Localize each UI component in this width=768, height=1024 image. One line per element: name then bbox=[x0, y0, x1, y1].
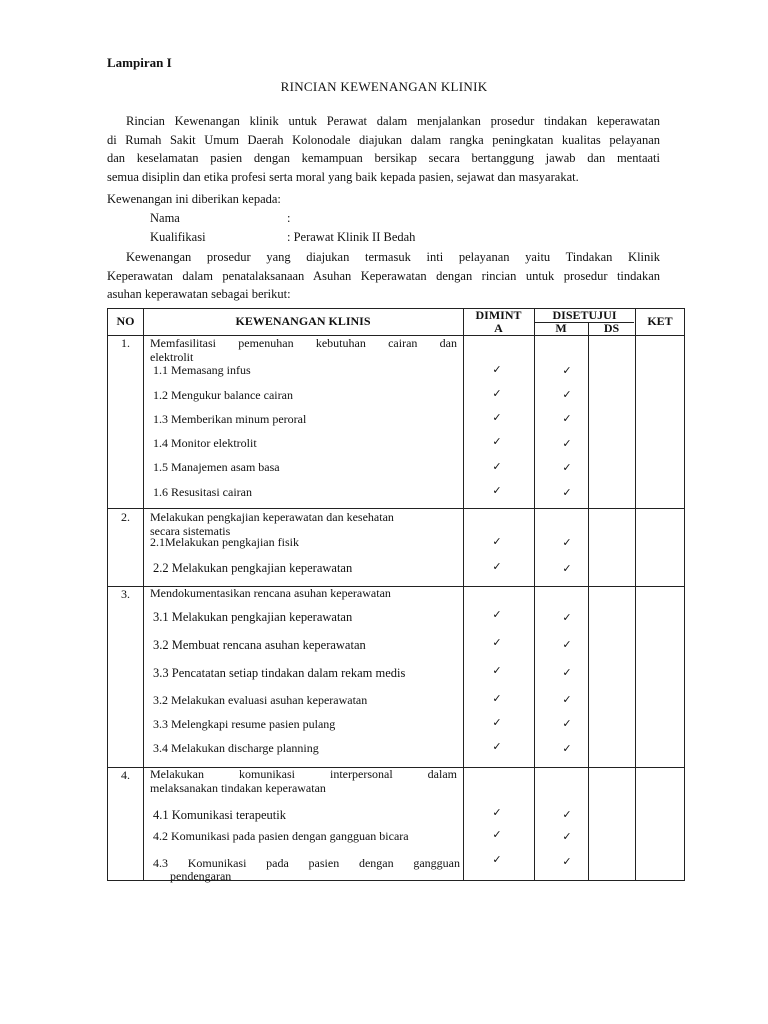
list-item: 3.2 Membuat rencana asuhan keperawatan bbox=[153, 638, 366, 652]
intro-line: di Rumah Sakit Umum Daerah Kolonodale diajukan dalam rangka peningkatan kualitas pelayanan bbox=[107, 132, 660, 147]
check-icon: ✓ bbox=[562, 365, 572, 377]
list-item: 1.5 Manajemen asam basa bbox=[153, 460, 280, 474]
section-number: 1. bbox=[121, 336, 130, 350]
check-icon: ✓ bbox=[492, 854, 502, 866]
check-icon: ✓ bbox=[562, 537, 572, 549]
col-divider bbox=[635, 309, 636, 880]
col-divider bbox=[463, 309, 464, 880]
kewenangan-table bbox=[107, 308, 685, 881]
header-kewenangan: KEWENANGAN KLINIS bbox=[235, 314, 371, 328]
section-title-line: elektrolit bbox=[150, 349, 194, 364]
list-item: 3.3 Melengkapi resume pasien pulang bbox=[153, 717, 336, 731]
check-icon: ✓ bbox=[562, 639, 572, 651]
check-icon: ✓ bbox=[562, 612, 572, 624]
intro-line: semua disiplin dan etika profesi serta moral yang baik kepada pasien, sejawat dan masyarakat. bbox=[107, 169, 579, 184]
check-icon: ✓ bbox=[562, 438, 572, 450]
section-number: 4. bbox=[121, 768, 130, 782]
list-item: 3.2 Melakukan evaluasi asuhan keperawatan bbox=[153, 693, 368, 707]
given-to-text: Kewenangan ini diberikan kepada: bbox=[107, 192, 281, 206]
section-title-line: melaksanakan tindakan keperawatan bbox=[150, 780, 326, 795]
check-icon: ✓ bbox=[562, 389, 572, 401]
check-icon: ✓ bbox=[492, 364, 502, 376]
check-icon: ✓ bbox=[562, 718, 572, 730]
check-icon: ✓ bbox=[562, 856, 572, 868]
header-ket: KET bbox=[647, 314, 673, 328]
section-title-line: Melakukan pengkajian keperawatan dan kesehatan bbox=[150, 510, 394, 524]
check-icon: ✓ bbox=[492, 637, 502, 649]
procedure-line: asuhan keperawatan sebagai berikut: bbox=[107, 287, 291, 302]
check-icon: ✓ bbox=[562, 462, 572, 474]
header-diminta-line2: A bbox=[494, 321, 503, 335]
list-item: 3.4 Melakukan discharge planning bbox=[153, 741, 319, 755]
list-item: 3.1 Melakukan pengkajian keperawatan bbox=[153, 610, 353, 624]
intro-line: Rincian Kewenangan klinik untuk Perawat dalam menjalankan prosedur tindakan keperawatan bbox=[126, 114, 660, 128]
check-icon: ✓ bbox=[562, 743, 572, 755]
list-item: 4.2 Komunikasi pada pasien dengan gangguan bicara bbox=[153, 829, 409, 843]
list-item: 4.1 Komunikasi terapeutik bbox=[153, 808, 286, 822]
header-disetujui: DISETUJUI bbox=[552, 308, 617, 322]
list-item: 1.3 Memberikan minum peroral bbox=[153, 412, 307, 426]
check-icon: ✓ bbox=[492, 609, 502, 621]
list-item: 1.4 Monitor elektrolit bbox=[153, 436, 257, 450]
list-item: 3.3 Pencatatan setiap tindakan dalam rekam medis bbox=[153, 666, 406, 680]
check-icon: ✓ bbox=[492, 461, 502, 473]
list-item: 2.2 Melakukan pengkajian keperawatan bbox=[153, 561, 353, 575]
check-icon: ✓ bbox=[492, 741, 502, 753]
check-icon: ✓ bbox=[562, 667, 572, 679]
header-no: NO bbox=[116, 314, 135, 328]
header-m: M bbox=[555, 321, 567, 335]
check-icon: ✓ bbox=[492, 693, 502, 705]
section-title bbox=[150, 511, 457, 538]
check-icon: ✓ bbox=[492, 717, 502, 729]
list-item: 1.2 Mengukur balance cairan bbox=[153, 388, 293, 402]
check-icon: ✓ bbox=[562, 413, 572, 425]
section-title-line: secara sistematis bbox=[150, 523, 231, 538]
col-divider bbox=[143, 309, 144, 880]
check-icon: ✓ bbox=[562, 831, 572, 843]
intro-paragraph bbox=[107, 112, 660, 186]
list-item: 1.1 Memasang infus bbox=[153, 363, 251, 377]
section-title: Mendokumentasikan rencana asuhan keperawatan bbox=[150, 586, 391, 600]
header-diminta-line1: DIMINT bbox=[475, 308, 522, 322]
header-diminta bbox=[463, 309, 534, 335]
col-divider bbox=[588, 322, 589, 880]
row-divider bbox=[108, 508, 684, 509]
check-icon: ✓ bbox=[562, 487, 572, 499]
kualifikasi-label: Kualifikasi bbox=[150, 230, 206, 244]
list-item: 2.1Melakukan pengkajian fisik bbox=[150, 535, 299, 549]
intro-line: dan keselamatan pasien dengan kemampuan bersikap secara bertanggung jawab dan mentaati bbox=[107, 151, 660, 166]
section-number: 2. bbox=[121, 510, 130, 524]
section-number: 3. bbox=[121, 587, 130, 601]
check-icon: ✓ bbox=[492, 665, 502, 677]
check-icon: ✓ bbox=[492, 807, 502, 819]
col-divider bbox=[534, 309, 535, 880]
procedure-paragraph bbox=[107, 248, 660, 304]
check-icon: ✓ bbox=[492, 412, 502, 424]
procedure-line: Keperawatan dalam penatalaksanaan Asuhan Keperawatan dengan rincian untuk prosedur tindakan bbox=[107, 268, 660, 283]
list-item: 1.6 Resusitasi cairan bbox=[153, 485, 252, 499]
check-icon: ✓ bbox=[492, 561, 502, 573]
lampiran-label: Lampiran I bbox=[107, 55, 172, 70]
section-title bbox=[150, 337, 457, 364]
check-icon: ✓ bbox=[562, 563, 572, 575]
kualifikasi-value: : Perawat Klinik II Bedah bbox=[287, 230, 416, 244]
check-icon: ✓ bbox=[492, 436, 502, 448]
check-icon: ✓ bbox=[562, 809, 572, 821]
header-ds: DS bbox=[603, 321, 620, 335]
nama-label: Nama bbox=[150, 211, 180, 225]
section-title bbox=[150, 768, 457, 795]
check-icon: ✓ bbox=[492, 536, 502, 548]
list-item: pendengaran bbox=[170, 869, 232, 883]
section-title-line: Melakukan komunikasi interpersonal dalam bbox=[150, 767, 457, 781]
check-icon: ✓ bbox=[562, 694, 572, 706]
check-icon: ✓ bbox=[492, 485, 502, 497]
procedure-line: Kewenangan prosedur yang diajukan termasuk inti pelayanan yaitu Tindakan Klinik bbox=[126, 250, 660, 264]
list-item: 4.3 Komunikasi pada pasien dengan gangguan bbox=[153, 856, 460, 870]
page-title: RINCIAN KEWENANGAN KLINIK bbox=[280, 79, 488, 94]
check-icon: ✓ bbox=[492, 829, 502, 841]
section-title-line: Memfasilitasi pemenuhan kebutuhan cairan dan bbox=[150, 336, 457, 350]
check-icon: ✓ bbox=[492, 388, 502, 400]
nama-colon: : bbox=[287, 211, 291, 225]
